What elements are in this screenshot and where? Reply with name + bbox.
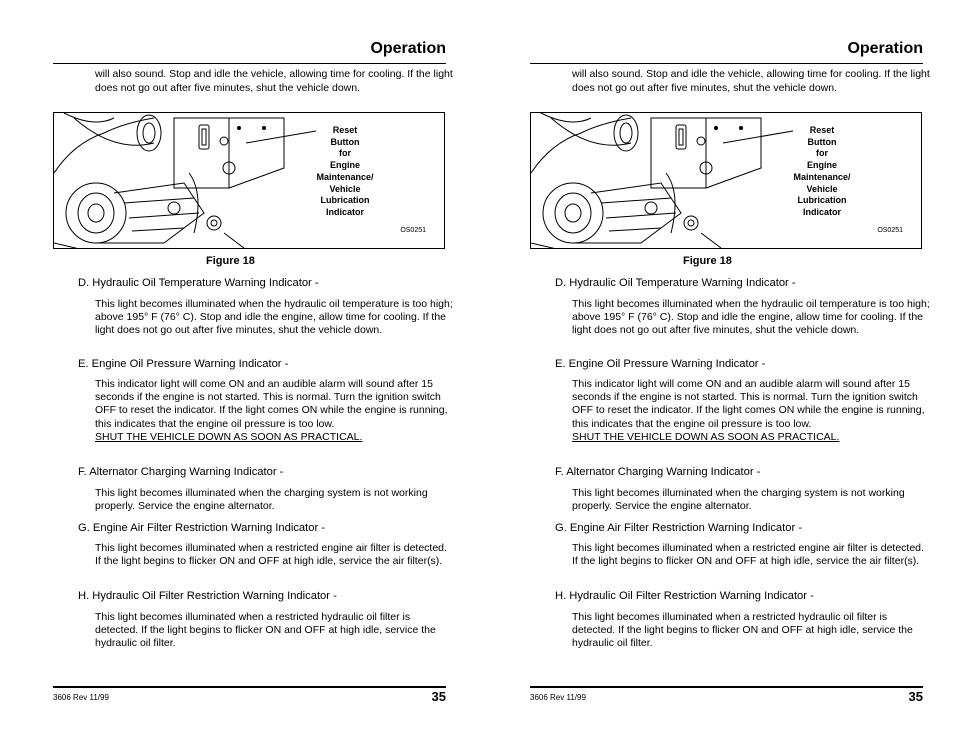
- page-number: 35: [431, 689, 446, 704]
- callout-line: Engine: [806, 160, 837, 171]
- item-title-g: G. Engine Air Filter Restriction Warning Indicator -: [555, 522, 803, 534]
- page-heading: Operation: [847, 40, 923, 57]
- callout-line: Button: [807, 136, 837, 147]
- callout-line: for: [339, 148, 351, 159]
- callout-line: Indicator: [325, 206, 364, 217]
- callout-line: Lubrication: [320, 195, 370, 206]
- item-body-text: This indicator light will come ON and an audible alarm will sound after 15 seconds if the engine is not started. This is normal. Turn the ignition switch OFF to reset the indicator. If the light comes ON while the engine is running, this indicates that the engine oil pressure is too low.: [572, 378, 925, 430]
- item-body-h: This light becomes illuminated when a restricted hydraulic oil filter is detected. If the light begins to flicker ON and OFF at high idle, service the hydraulic oil filter.: [572, 611, 913, 650]
- item-title-d: D. Hydraulic Oil Temperature Warning Indicator -: [555, 277, 796, 289]
- footer-revision: 3606 Rev 11/99: [530, 693, 586, 702]
- callout-line: Maintenance/: [316, 171, 374, 182]
- callout-line: Reset: [809, 125, 835, 135]
- figure-18-illustration: [53, 112, 445, 249]
- item-title-g: G. Engine Air Filter Restriction Warning Indicator -: [78, 522, 326, 534]
- engine-illustration: [531, 113, 922, 249]
- callout-line: Vehicle: [329, 183, 361, 194]
- warning-note: SHUT THE VEHICLE DOWN AS SOON AS PRACTICAL.: [95, 430, 363, 443]
- callout-line: Reset: [332, 125, 358, 135]
- intro-paragraph: will also sound. Stop and idle the vehicle, allowing time for cooling. If the light does not go out after five minutes, shut the vehicle down.: [572, 68, 930, 94]
- item-title-d: D. Hydraulic Oil Temperature Warning Indicator -: [78, 277, 319, 289]
- reset-button-callout: [787, 125, 857, 219]
- page-number: 35: [908, 689, 923, 704]
- item-title-h: H. Hydraulic Oil Filter Restriction Warning Indicator -: [78, 590, 337, 602]
- callout-line: Indicator: [802, 206, 841, 217]
- callout-line: Engine: [329, 160, 360, 171]
- item-body-f: This light becomes illuminated when the charging system is not working properly. Service the engine alternator.: [95, 487, 428, 513]
- reset-button-callout: [310, 125, 380, 219]
- manual-page-right: [477, 0, 954, 738]
- header-rule: [530, 63, 923, 64]
- item-title-f: F. Alternator Charging Warning Indicator -: [78, 466, 284, 478]
- item-body-e: [95, 378, 453, 444]
- warning-note: SHUT THE VEHICLE DOWN AS SOON AS PRACTICAL.: [572, 430, 840, 443]
- callout-line: Vehicle: [806, 183, 838, 194]
- item-title-h: H. Hydraulic Oil Filter Restriction Warning Indicator -: [555, 590, 814, 602]
- header-rule: [53, 63, 446, 64]
- item-body-g: This light becomes illuminated when a restricted engine air filter is detected. If the light begins to flicker ON and OFF at high idle, service the air filter(s).: [572, 542, 924, 568]
- item-title-f: F. Alternator Charging Warning Indicator -: [555, 466, 761, 478]
- footer-rule: [53, 686, 446, 688]
- callout-line: Button: [330, 136, 360, 147]
- callout-line: for: [816, 148, 828, 159]
- figure-18-illustration: [530, 112, 922, 249]
- item-body-d: This light becomes illuminated when the hydraulic oil temperature is too high; above 195° F (76° C). Stop and idle the engine, allow time for cooling. If the light does not go out after five minutes, shut the vehicle down.: [572, 298, 930, 337]
- page-heading: Operation: [370, 40, 446, 57]
- intro-paragraph: will also sound. Stop and idle the vehicle, allowing time for cooling. If the light does not go out after five minutes, shut the vehicle down.: [95, 68, 453, 94]
- callout-line: Maintenance/: [793, 171, 851, 182]
- footer-rule: [530, 686, 923, 688]
- item-title-e: E. Engine Oil Pressure Warning Indicator -: [555, 358, 766, 370]
- figure-caption: Figure 18: [206, 255, 255, 267]
- item-body-e: [572, 378, 930, 444]
- callout-line: Lubrication: [797, 195, 847, 206]
- engine-illustration: [54, 113, 445, 249]
- figure-code: OS0251: [877, 227, 903, 234]
- footer-revision: 3606 Rev 11/99: [53, 693, 109, 702]
- item-body-f: This light becomes illuminated when the charging system is not working properly. Service the engine alternator.: [572, 487, 905, 513]
- item-body-g: This light becomes illuminated when a restricted engine air filter is detected. If the light begins to flicker ON and OFF at high idle, service the air filter(s).: [95, 542, 447, 568]
- item-title-e: E. Engine Oil Pressure Warning Indicator -: [78, 358, 289, 370]
- item-body-d: This light becomes illuminated when the hydraulic oil temperature is too high; above 195° F (76° C). Stop and idle the engine, allow time for cooling. If the light does not go out after five minutes, shut the vehicle down.: [95, 298, 453, 337]
- figure-code: OS0251: [400, 227, 426, 234]
- item-body-h: This light becomes illuminated when a restricted hydraulic oil filter is detected. If the light begins to flicker ON and OFF at high idle, service the hydraulic oil filter.: [95, 611, 436, 650]
- item-body-text: This indicator light will come ON and an audible alarm will sound after 15 seconds if the engine is not started. This is normal. Turn the ignition switch OFF to reset the indicator. If the light comes ON while the engine is running, this indicates that the engine oil pressure is too low.: [95, 378, 448, 430]
- figure-caption: Figure 18: [683, 255, 732, 267]
